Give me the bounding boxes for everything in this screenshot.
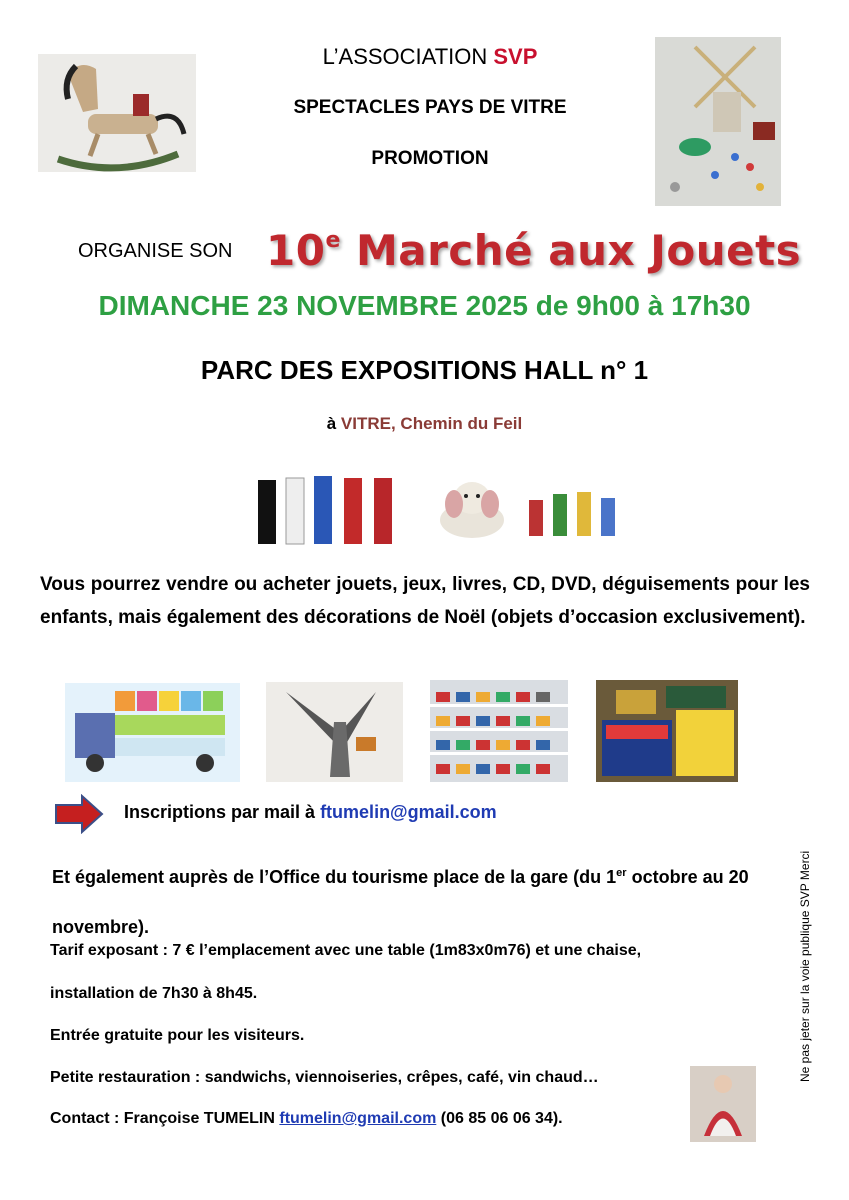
superhero-costumes-photo [250, 470, 405, 548]
association-prefix: L’ASSOCIATION [322, 44, 494, 69]
rocking-horse-photo [38, 54, 196, 172]
association-subtitle: SPECTACLES PAYS DE VITRE [293, 97, 567, 118]
event-description: Vous pourrez vendre ou acheter jouets, jeux, livres, CD, DVD, déguisements pour les enfants, mais également des décorations de Noël (objets d’occasion exclusivement). [40, 574, 810, 628]
contact-line [50, 1110, 563, 1128]
contact-email-link[interactable]: ftumelin@gmail.com [279, 1110, 437, 1127]
toy-cars-shelf-photo [430, 680, 568, 782]
office-text-a: Et également auprès de l’Office du tourisme place de la gare (du 1 [52, 867, 617, 887]
event-date: DIMANCHE 23 NOVEMBRE 2025 de 9h00 à 17h30 [98, 290, 751, 321]
contact-phone: (06 85 06 06 34). [436, 1110, 563, 1127]
location-name: VITRE, Chemin du Feil [340, 414, 523, 433]
event-title-sup: e [325, 228, 341, 253]
registration-line [124, 802, 497, 823]
promotion-label: PROMOTION [371, 148, 489, 169]
figurines-photo [523, 480, 623, 540]
event-location [0, 414, 849, 434]
organise-label: ORGANISE SON [78, 240, 233, 262]
tourism-office-text [52, 848, 772, 952]
blocks-truck-photo [65, 683, 240, 782]
association-heading [230, 44, 630, 70]
tarif-line: Tarif exposant : 7 € l’emplacement avec une table (1m83x0m76) et une chaise, [50, 942, 642, 959]
office-text-b: octobre au 20 novembre). [52, 867, 749, 937]
registration-label: Inscriptions par mail à [124, 802, 321, 822]
event-title-rest: Marché aux Jouets [340, 226, 802, 275]
board-games-photo [596, 680, 738, 782]
association-name: SVP [493, 44, 538, 69]
event-venue: PARC DES EXPOSITIONS HALL n° 1 [200, 355, 649, 385]
side-note: Ne pas jeter sur la voie publique SVP Merci [798, 850, 812, 1082]
doll-photo [690, 1066, 756, 1142]
entry-line: Entrée gratuite pour les visiteurs. [50, 1027, 305, 1044]
contact-label: Contact : Françoise TUMELIN [50, 1110, 280, 1127]
installation-line: installation de 7h30 à 8h45. [50, 985, 258, 1002]
event-title-number: 10 [266, 226, 326, 275]
event-title [266, 226, 801, 275]
office-text-sup: er [616, 867, 627, 879]
location-prefix: à [326, 414, 341, 433]
arrow-icon [54, 794, 104, 834]
windmill-toys-photo [655, 37, 781, 206]
food-line: Petite restauration : sandwichs, viennoiseries, crêpes, café, vin chaud… [50, 1069, 599, 1086]
starfighter-toy-photo [266, 682, 403, 782]
registration-email-link[interactable]: ftumelin@gmail.com [320, 802, 497, 822]
plush-dog-photo [432, 476, 512, 540]
